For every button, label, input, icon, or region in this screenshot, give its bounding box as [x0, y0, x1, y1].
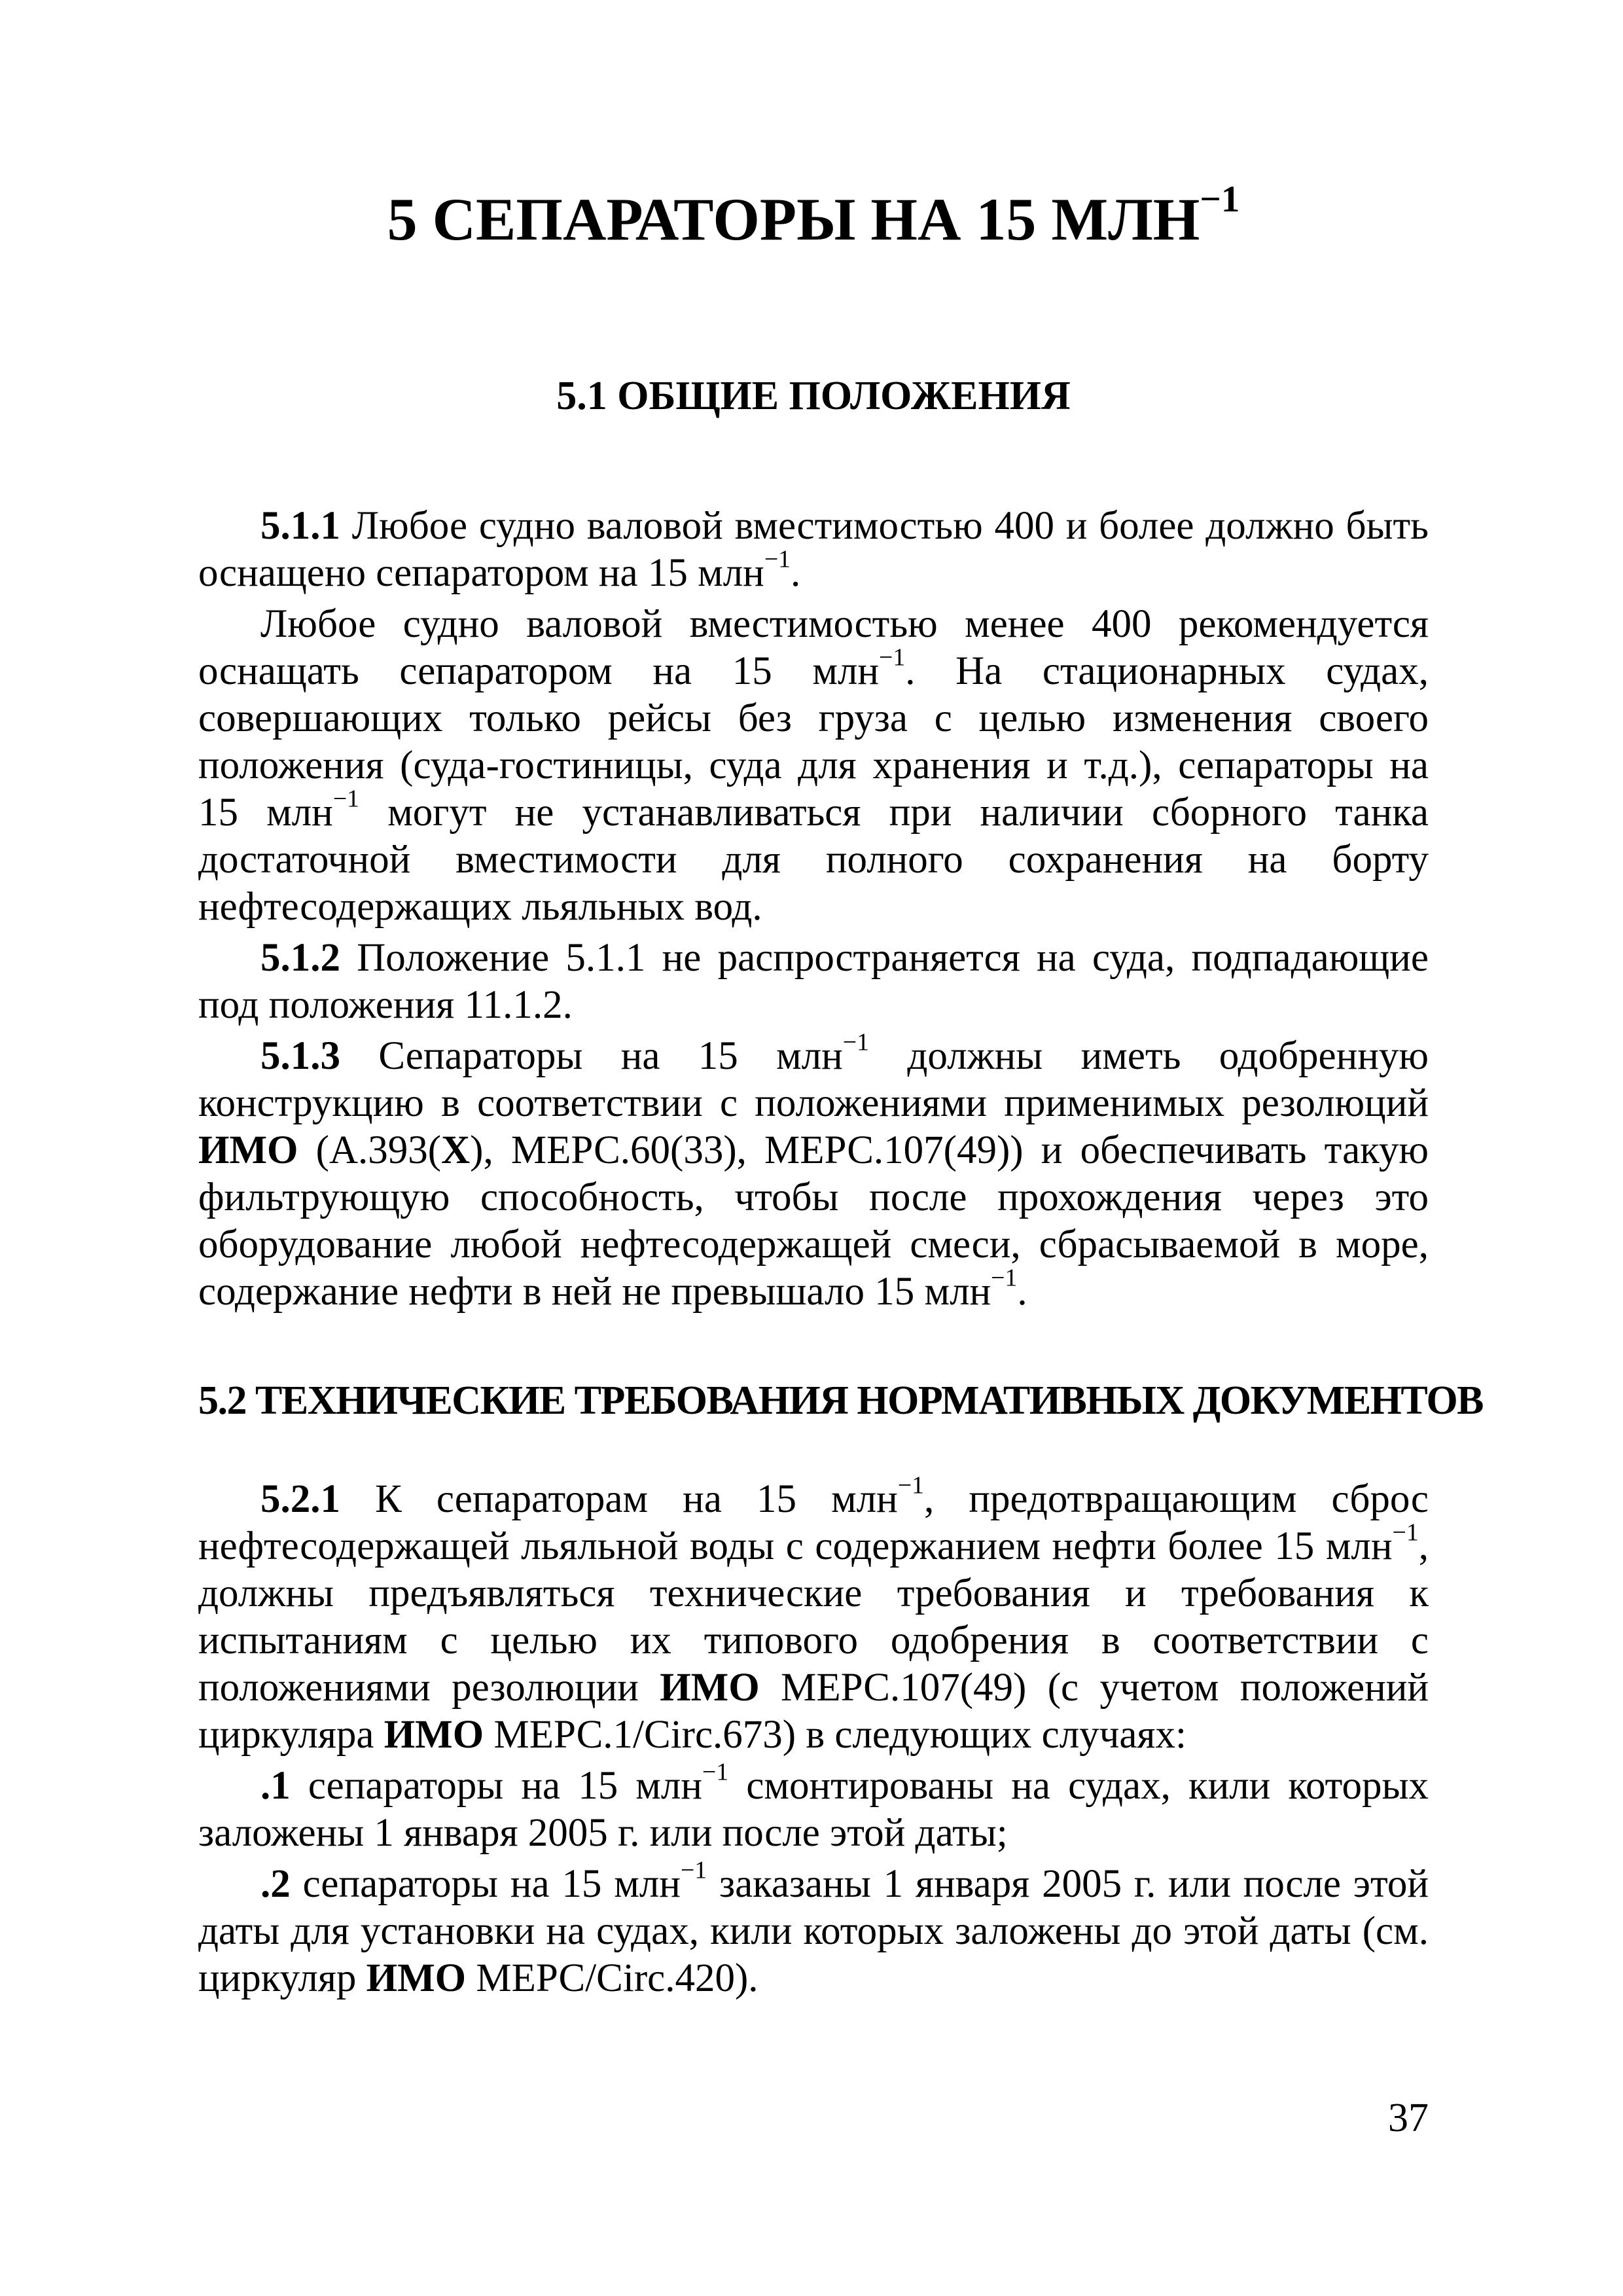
paragraph-text: Любое судно валовой вместимостью менее 400 рекомендуется оснащать сепаратором на 15 млн	[198, 602, 1429, 693]
paragraph-5-1-2	[198, 935, 1429, 1029]
chapter-title-text: 5 СЕПАРАТОРЫ НА 15 МЛН	[387, 186, 1200, 253]
paragraph-text: МЕРС.107(49) (с учетом положений циркуляра	[198, 1666, 1429, 1757]
paragraph-text: Положение 5.1.1 не распространяется на суда, подпадающие под положения 11.1.2.	[198, 936, 1429, 1027]
section-5-2-title: 5.2 ТЕХНИЧЕСКИЕ ТРЕБОВАНИЯ НОРМАТИВНЫХ ДОКУМЕНТОВ	[198, 1378, 1484, 1423]
list-item-2	[198, 1856, 1429, 2002]
unit-superscript: −1	[680, 1856, 707, 1884]
unit-superscript: −1	[842, 1028, 870, 1056]
paragraph-text: смонтированы на судах, кили которых заложены 1 января 2005 г. или после этой даты;	[198, 1764, 1429, 1855]
paragraph-text: заказаны 1 января 2005 г. или после этой даты для установки на судах, кили которых заложены до этой даты (см. циркуляр	[198, 1862, 1429, 2000]
paragraph-text: .	[1017, 1270, 1027, 1314]
paragraph-text: ), МЕРС.60(33), МЕРС.107(49)) и обеспечивать такую фильтрующую способность, чтобы после прохождения через это оборудование любой нефтесодержащей смеси, сбрасываемой в море, содержание нефти в ней не превышало 15 млн	[198, 1128, 1429, 1314]
imo-abbreviation: ИМО	[198, 1128, 298, 1172]
paragraph-text: (А.393(	[298, 1128, 442, 1172]
imo-abbreviation: ИМО	[660, 1666, 760, 1710]
unit-superscript: −1	[991, 1264, 1018, 1292]
section-5-2-body	[198, 1471, 1429, 2006]
unit-superscript: −1	[702, 1758, 729, 1786]
chapter-title-superscript: −1	[1200, 179, 1240, 221]
clause-number: 5.2.1	[260, 1477, 340, 1521]
unit-superscript: −1	[897, 1471, 925, 1499]
clause-number: 5.1.1	[260, 504, 340, 548]
paragraph-text: , должны предъявляться технические требования и требования к испытаниям с целью их типового одобрения в соответствии с положениями резолюции	[198, 1524, 1429, 1710]
resolution-roman-numeral: X	[441, 1128, 471, 1172]
section-5-2	[198, 1374, 1484, 1427]
page-number: 37	[1388, 2096, 1429, 2140]
unit-superscript: −1	[879, 643, 906, 672]
section-5-1-body	[198, 503, 1429, 1319]
clause-number: 5.1.3	[260, 1034, 340, 1078]
list-item-marker: .1	[260, 1764, 291, 1808]
paragraph-text: сепараторы на 15 млн	[290, 1862, 681, 1906]
list-item-marker: .2	[260, 1862, 291, 1906]
paragraph-text: . На стационарных судах, совершающих только рейсы без груза с целью изменения своего положения (суда-гостиницы, суда для хранения и т.д.), сепараторы на 15 млн	[198, 649, 1429, 834]
imo-abbreviation: ИМО	[366, 1956, 467, 2000]
paragraph-5-1-1-cont	[198, 601, 1429, 931]
paragraph-text: сепараторы на 15 млн	[290, 1764, 702, 1808]
clause-number: 5.1.2	[260, 936, 340, 980]
paragraph-text: , предотвращающим сброс нефтесодержащей льяльной воды с содержанием нефти более 15 млн	[198, 1477, 1429, 1568]
paragraph-text: Сепараторы на 15 млн	[340, 1034, 843, 1078]
paragraph-5-2-1	[198, 1471, 1429, 1759]
unit-superscript: −1	[332, 785, 360, 813]
unit-superscript: −1	[1392, 1518, 1419, 1547]
imo-abbreviation: ИМО	[383, 1713, 484, 1757]
paragraph-text: Любое судно валовой вместимостью 400 и более должно быть оснащено сепаратором на 15 млн	[198, 504, 1429, 595]
section-5-1	[198, 370, 1429, 422]
paragraph-5-1-3	[198, 1028, 1429, 1316]
paragraph-text: должны иметь одобренную конструкцию в соответствии с положениями применимых резолюций	[198, 1034, 1429, 1125]
list-item-1	[198, 1758, 1429, 1857]
paragraph-text: могут не устанавливаться при наличии сборного танка достаточной вместимости для полного сохранения на борту нефтесодержащих льяльных вод.	[198, 791, 1429, 929]
paragraph-5-1-1	[198, 503, 1429, 597]
chapter-title	[198, 179, 1429, 255]
paragraph-text: МЕРС/Circ.420).	[466, 1956, 758, 2000]
section-5-1-title: 5.1 ОБЩИЕ ПОЛОЖЕНИЯ	[556, 374, 1071, 418]
paragraph-text: МЕРС.1/Circ.673) в следующих случаях:	[484, 1713, 1186, 1757]
unit-superscript: −1	[764, 545, 791, 573]
paragraph-text: .	[791, 551, 801, 595]
paragraph-text: К сепараторам на 15 млн	[340, 1477, 898, 1521]
